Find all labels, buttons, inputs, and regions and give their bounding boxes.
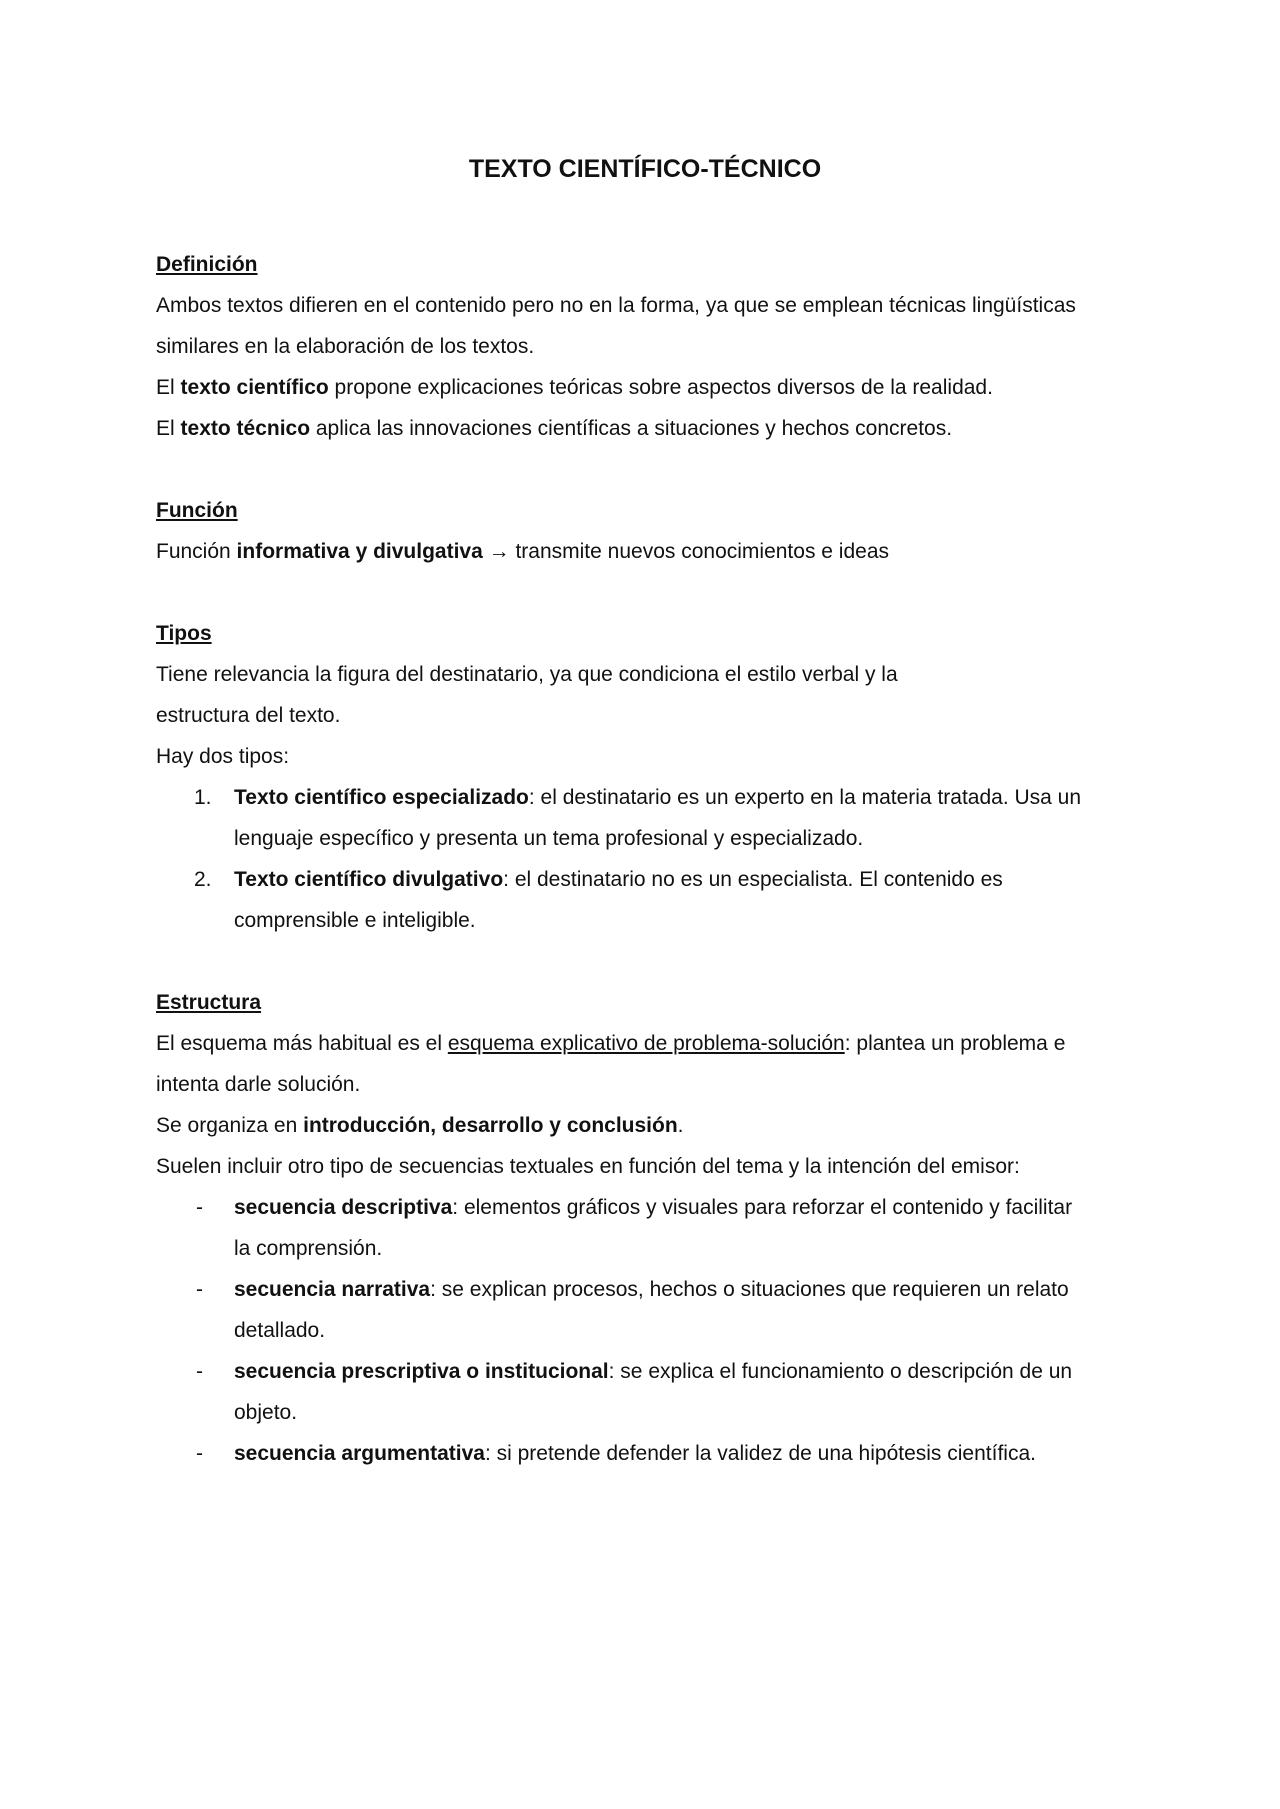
text: aplica las innovaciones científicas a situaciones y hechos concretos. — [310, 417, 953, 440]
list-marker: - — [196, 1442, 203, 1465]
bold-term: informativa y divulgativa — [236, 540, 483, 563]
text: : se explican procesos, hechos o situaciones que requieren un relato detallado. — [234, 1278, 1069, 1342]
paragraph — [156, 1105, 1136, 1146]
paragraph: Suelen incluir otro tipo de secuencias textuales en función del tema y la intención del emisor: — [156, 1155, 1020, 1178]
text: : el destinatario no es un especialista. El contenido es comprensible e inteligible. — [234, 868, 1003, 932]
bold-term: introducción, desarrollo y conclusión — [303, 1114, 678, 1137]
list-item — [156, 1187, 1094, 1269]
section-funcion — [156, 490, 1136, 572]
list-item — [156, 1351, 1114, 1433]
paragraph — [156, 408, 1136, 449]
paragraph — [156, 1023, 1096, 1105]
text: . — [677, 1114, 684, 1137]
section-heading: Estructura — [156, 991, 262, 1014]
section-definicion — [156, 244, 1136, 449]
list-marker: - — [196, 1360, 203, 1383]
section-tipos — [156, 613, 1136, 941]
bold-term: Texto científico especializado — [234, 786, 529, 809]
text: : plantea un problema e intenta darle solución. — [156, 1032, 1066, 1096]
section-heading: Función — [156, 499, 238, 522]
underlined-term: esquema explicativo de problema-solución — [447, 1032, 845, 1055]
list-marker: 1. — [194, 786, 212, 809]
text: : si pretende defender la validez de una hipótesis científica. — [484, 1442, 1036, 1465]
bold-term: secuencia narrativa — [234, 1278, 431, 1301]
list-item — [156, 859, 1074, 941]
list-item — [156, 777, 1136, 859]
paragraph: Ambos textos difieren en el contenido pero no en la forma, ya que se emplean técnicas lingüísticas similares en la elaboración de los textos. — [156, 294, 1076, 358]
section-heading: Tipos — [156, 622, 212, 645]
list-item — [156, 1269, 1094, 1351]
text: : se explica el funcionamiento o descripción de un objeto. — [234, 1360, 1073, 1424]
bold-term: texto técnico — [180, 417, 311, 440]
text: El esquema más habitual es el — [156, 1032, 448, 1055]
text: El — [156, 376, 181, 399]
bold-term: secuencia prescriptiva o institucional — [234, 1360, 609, 1383]
text: propone explicaciones teóricas sobre aspectos diversos de la realidad. — [328, 376, 993, 399]
paragraph — [156, 367, 1136, 408]
list-marker: 2. — [194, 868, 212, 891]
text: Función — [156, 540, 237, 563]
paragraph — [156, 531, 1136, 572]
list-marker: - — [196, 1196, 203, 1219]
text: El — [156, 417, 181, 440]
section-heading: Definición — [156, 253, 258, 276]
paragraph: Hay dos tipos: — [156, 745, 290, 768]
paragraph: Tiene relevancia la figura del destinatario, ya que condiciona el estilo verbal y la estructura del texto. — [156, 663, 898, 727]
list-item — [156, 1433, 1094, 1474]
bold-term: Texto científico divulgativo — [234, 868, 504, 891]
section-estructura — [156, 982, 1136, 1474]
text: : elementos gráficos y visuales para reforzar el contenido y facilitar la comprensión. — [234, 1196, 1073, 1260]
text: → transmite nuevos conocimientos e ideas — [482, 540, 889, 563]
list-marker: - — [196, 1278, 203, 1301]
document-body — [156, 244, 1136, 1515]
bold-term: secuencia argumentativa — [234, 1442, 485, 1465]
text: : el destinatario es un experto en la materia tratada. Usa un lenguaje específico y presenta un tema profesional y especializado. — [234, 786, 1082, 850]
bold-term: secuencia descriptiva — [234, 1196, 453, 1219]
document-title: TEXTO CIENTÍFICO-TÉCNICO — [468, 155, 822, 183]
text: Se organiza en — [156, 1114, 304, 1137]
bold-term: texto científico — [180, 376, 329, 399]
